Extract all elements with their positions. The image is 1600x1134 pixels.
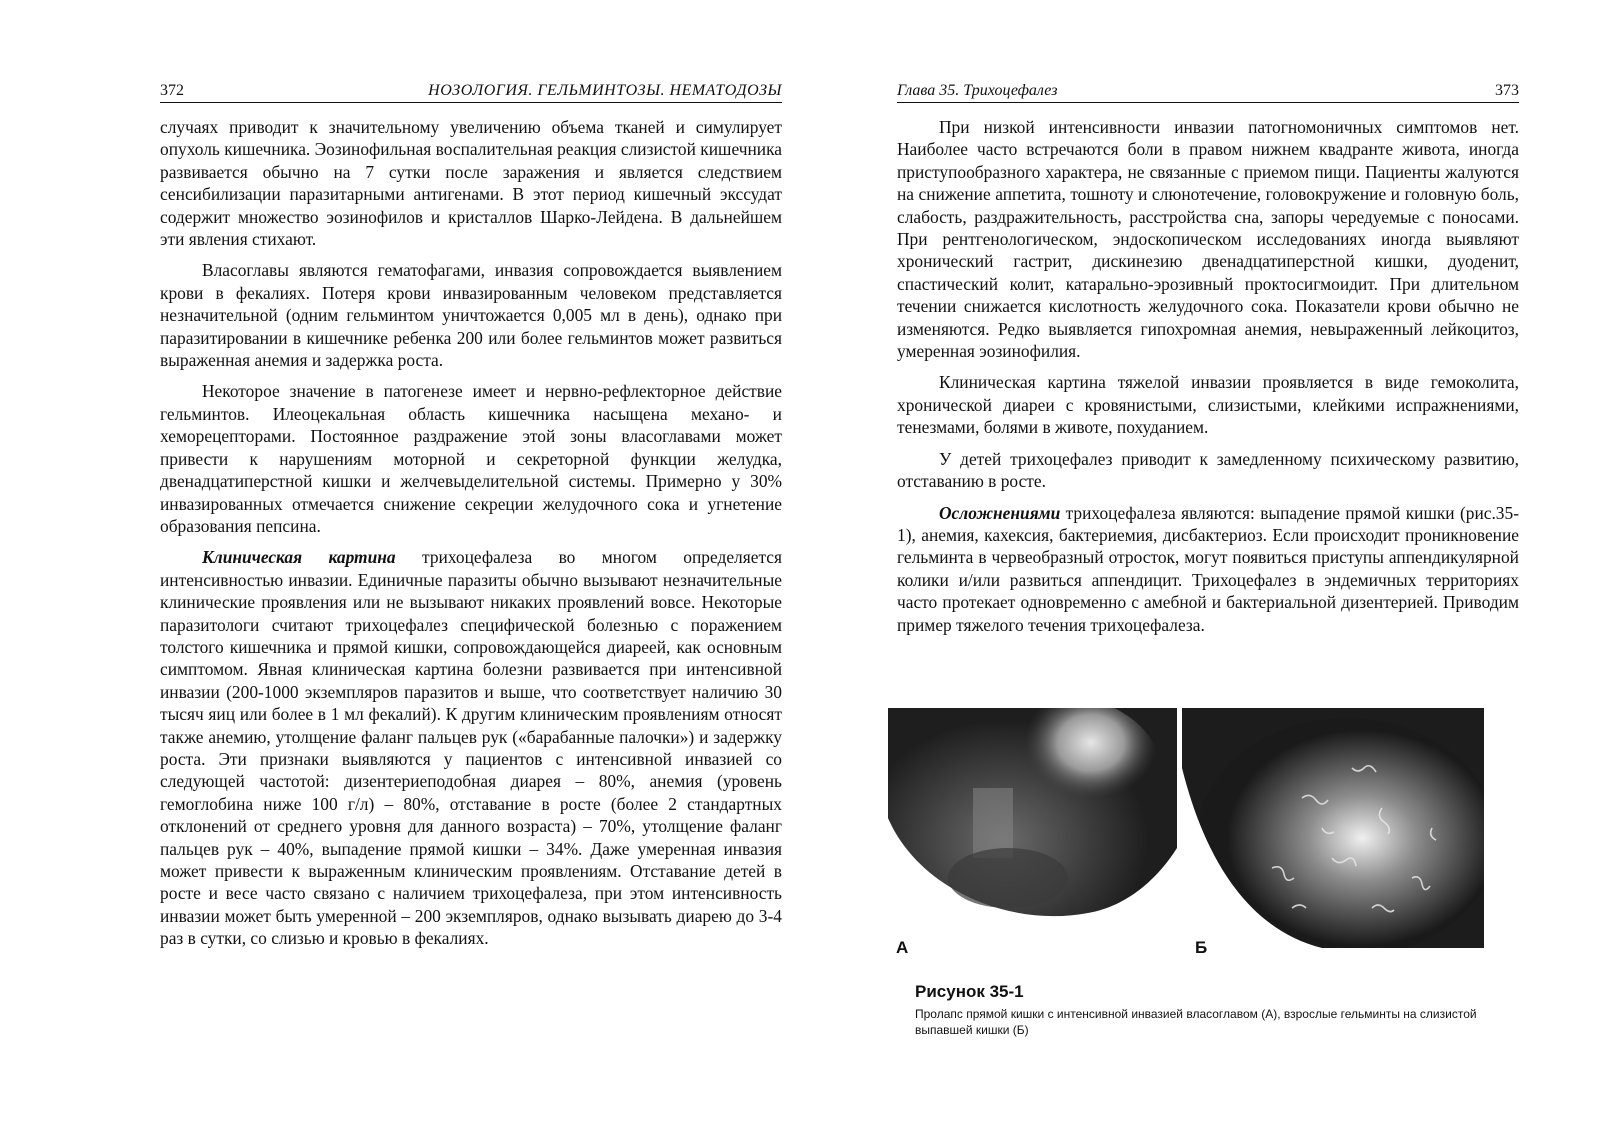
left-running-title: НОЗОЛОГИЯ. ГЕЛЬМИНТОЗЫ. НЕМАТОДОЗЫ: [428, 82, 782, 99]
left-paragraph-2: Власоглавы являются гематофагами, инвазия сопровождается выявлением крови в фекалиях. Потеря крови инвазированным человеком представляется незначительной (одним гельминтом уничтожается 0,005 мл в день), однако при паразитировании в кишечнике ребенка 200 или более гельминтов может развиться выраженная анемия и задержка роста.: [160, 260, 782, 371]
clinical-picture-term: Клиническая картина: [202, 547, 396, 568]
right-paragraph-3: У детей трихоцефалез приводит к замедленному психическому развитию, отставанию в росте.: [897, 448, 1519, 492]
figure-panel-label-b: Б: [1195, 938, 1208, 957]
complications-text: трихоцефалеза являются: выпадение прямой кишки (рис.35-1), анемия, кахексия, бактериемия, дисбактериоз. Если происходит проникновение гельминта в червеобразный отросток, могут появиться приступы аппендикулярной колики и/или развиться аппендицит. Трихоцефалез в эндемичных территориях часто протекает одновременно с амебной и бактериальной дизентерией. Приводим пример тяжелого течения трихоцефалеза.: [897, 502, 1519, 635]
left-paragraph-3: Некоторое значение в патогенезе имеет и нервно-рефлекторное действие гельминтов. Илеоцекальная область кишечника насыщена механо- и хеморецепторами. Постоянное раздражение этой зоны власоглавами может привести к нарушениям моторной и секреторной функции желудка, двенадцатиперстной кишки и желчевыделительной системы. Примерно у 30% инвазированных отмечается снижение секреции желудочного сока и угнетение образования пепсина.: [160, 381, 782, 536]
complications-term: Осложнениями: [939, 502, 1061, 523]
right-paragraph-1: При низкой интенсивности инвазии патогномоничных симптомов нет. Наиболее часто встречаются боли в правом нижнем квадранте живота, иногда приступообразного характера, не связанные с приемом пищи. Пациенты жалуются на снижение аппетита, тошноту и слюнотечение, головокружение и головную боль, слабость, раздражительность, расстройства сна, запоры чередуемые с поносами. При рентгенологическом, эндоскопическом исследованиях иногда выявляют хронический гастрит, дискинезию двенадцатиперстной кишки, дуоденит, спастический колит, катарально-эрозивный проктосигмоидит. При длительном течении снижается кислотность желудочного сока. Показатели крови обычно не изменяются. Редко выявляется гипохромная анемия, невыраженный лейкоцитоз, умеренная эозинофилия.: [897, 117, 1519, 362]
photo-rectal-prolapse-a: [888, 708, 1177, 948]
right-page-number: 373: [1495, 82, 1519, 99]
photo-adult-helminths-b: [1182, 708, 1484, 948]
clinical-picture-text: трихоцефалеза во многом определяется интенсивностью инвазии. Единичные паразиты обычно вызывают незначительные клинические проявления или не вызывают никаких проявлений вовсе. Некоторые паразитологи считают трихоцефалез специфической болезнью с поражением толстого кишечника и прямой кишки, сопровождающейся диареей, как основным симптомом. Явная клиническая картина болезни развивается при интенсивной инвазии (200-1000 экземпляров паразитов и выше, что соответствует наличию 30 тысяч яиц или более в 1 мл фекалий). К другим клиническим проявлениям относят также анемию, утолщение фаланг пальцев рук («барабанные палочки») и задержку роста. Эти признаки выявляются у пациентов с интенсивной инвазией со следующей частотой: дизентериеподобная диарея – 80%, анемия (уровень гемоглобина ниже 100 г/л) – 80%, отставание в росте (более 2 стандартных отклонений от среднего уровня для данного возраста) – 70%, утолщение фаланг пальцев рук – 40%, выпадение прямой кишки – 34%. Даже умеренная инвазия может привести к выраженным клиническим проявлениям. Отставание детей в росте и весе часто связано с наличием трихоцефалеза, при этом интенсивность инвазии может быть умеренной – 200 экземпляров, однако вызывать диарею до 3-4 раз в сутки, со слизью и кровью в фекалиях.: [160, 547, 782, 949]
figure-caption: Пролапс прямой кишки с интенсивной инвазией власоглавом (А), взрослые гельминты на слизистой выпавшей кишки (Б): [915, 1007, 1477, 1037]
left-paragraph-clinical: [160, 546, 782, 949]
figure-35-1-photos: [888, 708, 1484, 958]
right-paragraph-2: Клиническая картина тяжелой инвазии проявляется в виде гемоколита, хронической диареи с кровянистыми, слизистыми, клейкими испражнениями, тенезмами, болями в животе, похуданием.: [897, 372, 1519, 438]
right-running-head: [897, 80, 1519, 103]
left-page-number: 372: [160, 82, 184, 99]
figure-panel-label-a: А: [896, 938, 909, 957]
left-body-text: [160, 116, 782, 959]
figure-title: Рисунок 35-1: [915, 982, 1024, 1001]
left-running-head: [160, 80, 782, 103]
right-body-text: [897, 116, 1519, 645]
right-paragraph-complications: [897, 502, 1519, 636]
right-running-title: Глава 35. Трихоцефалез: [897, 82, 1058, 99]
left-paragraph-1: случаях приводит к значительному увеличению объема тканей и симулирует опухоль кишечника. Эозинофильная воспалительная реакция слизистой кишечника развивается обычно на 7 сутки после заражения и является следствием сенсибилизации паразитарными антигенами. В этот период кишечный экссудат содержит множество эозинофилов и кристаллов Шарко-Лейдена. В дальнейшем эти явления стихают.: [160, 117, 782, 250]
